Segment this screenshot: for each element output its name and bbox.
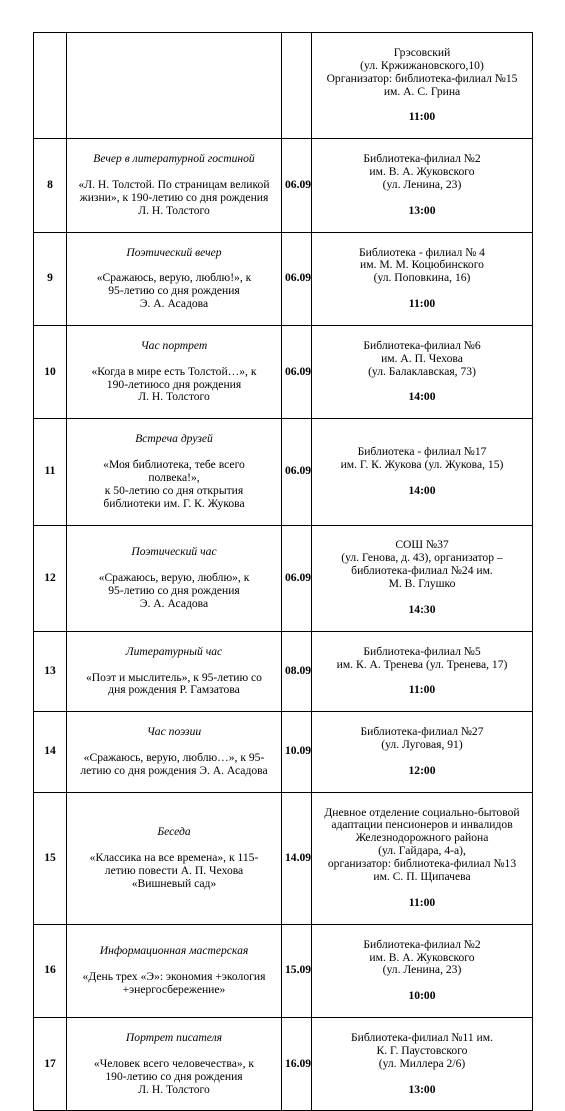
row-number (34, 33, 67, 139)
place-text: Библиотека-филиал №2 им. В. А. Жуковского (ул. Ленина, 23) (363, 152, 481, 191)
event-type: Час портрет (140, 338, 208, 352)
event-time: 11:00 (408, 895, 436, 909)
event-title: «Поэт и мыслитель», к 95-летию со дня рождения Р. Гамзатова (86, 670, 262, 697)
event-type: Информационная мастерская (99, 944, 249, 958)
event-place (312, 712, 533, 792)
event-date: 16.09 (282, 1018, 312, 1111)
event-type: Портрет писателя (125, 1030, 223, 1044)
row-number: 8 (34, 139, 67, 232)
event-description (67, 1018, 282, 1111)
event-type: Вечер в литературной гостиной (93, 152, 255, 166)
place-text: СОШ №37 (ул. Генова, д. 43), организатор – библиотека-филиал №24 им. М. В. Глушко (341, 538, 503, 591)
event-date: 06.09 (282, 139, 312, 232)
event-place (312, 631, 533, 711)
table-row (34, 525, 533, 631)
event-date: 06.09 (282, 525, 312, 631)
event-date: 06.09 (282, 232, 312, 325)
table-row (34, 1018, 533, 1111)
event-description (67, 712, 282, 792)
place-text: Библиотека-филиал №2 им. В. А. Жуковского (ул. Ленина, 23) (363, 937, 481, 977)
event-time: 14:00 (408, 483, 436, 497)
event-title: «День трех «Э»: экономия +экология +энергосбережение» (82, 969, 266, 996)
event-type: Час поэзии (146, 725, 202, 739)
event-time: 11:00 (408, 110, 436, 124)
row-number: 9 (34, 232, 67, 325)
event-description (67, 232, 282, 325)
event-description (67, 139, 282, 232)
row-number: 15 (34, 792, 67, 924)
event-title: «Классика на все времена», к 115- летию повести А. П. Чехова «Вишневый сад» (89, 850, 259, 890)
event-date: 10.09 (282, 712, 312, 792)
row-number: 12 (34, 525, 67, 631)
event-description (67, 631, 282, 711)
event-title: «Моя библиотека, тебе всего полвека!», к 50-летию со дня открытия библиотеки им. Г. К. Жукова (103, 458, 245, 510)
table-row (34, 712, 533, 792)
event-place (312, 33, 533, 139)
event-time: 13:00 (408, 203, 436, 217)
row-number: 14 (34, 712, 67, 792)
event-title: «Сражаюсь, верую, люблю…», к 95- летию со дня рождения Э. А. Асадова (80, 750, 268, 777)
event-place (312, 232, 533, 325)
event-place (312, 139, 533, 232)
place-text: Дневное отделение социально-бытовой адаптации пенсионеров и инвалидов Железнодорожного района (ул. Гайдара, 4-а), организатор: библиотека-филиал №13 им. С. П. Щипачева (324, 805, 520, 884)
event-date: 15.09 (282, 924, 312, 1017)
row-number: 13 (34, 631, 67, 711)
table-row (34, 33, 533, 139)
event-time: 14:00 (408, 390, 436, 404)
event-place (312, 419, 533, 525)
table-row (34, 232, 533, 325)
row-number: 16 (34, 924, 67, 1017)
place-text: Библиотека - филиал № 4 им. М. М. Коцюбинского (ул. Поповкина, 16) (359, 245, 485, 285)
event-time: 13:00 (408, 1082, 436, 1096)
event-description (67, 792, 282, 924)
event-place (312, 525, 533, 631)
table-row (34, 139, 533, 232)
place-text: Библиотека - филиал №17 им. Г. К. Жукова (ул. Жукова, 15) (340, 445, 504, 471)
place-text: Библиотека-филиал №5 им. К. А. Тренева (ул. Тренева, 17) (336, 644, 508, 671)
table-row (34, 325, 533, 418)
table-row (34, 924, 533, 1017)
row-number: 17 (34, 1018, 67, 1111)
event-time: 12:00 (408, 763, 436, 777)
event-title: «Л. Н. Толстой. По страницам великой жизни», к 190-летию со дня рождения Л. Н. Толстого (78, 177, 270, 217)
event-date: 14.09 (282, 792, 312, 924)
event-description (67, 33, 282, 139)
place-text: Библиотека-филиал №27 (ул. Луговая, 91) (360, 725, 484, 752)
event-title: «Человек всего человечества», к 190-летию со дня рождения Л. Н. Толстого (93, 1056, 255, 1096)
event-time: 10:00 (408, 989, 436, 1003)
event-type: Литературный час (125, 644, 223, 658)
table-row (34, 792, 533, 924)
event-type: Беседа (157, 824, 191, 838)
row-number: 10 (34, 325, 67, 418)
events-table-body (34, 33, 533, 1111)
event-description (67, 325, 282, 418)
event-title: «Сражаюсь, верую, люблю», к 95-летию со дня рождения Э. А. Асадова (98, 570, 250, 610)
place-text: Грэсовский (ул. Кржижановского,10) Организатор: библиотека-филиал №15 им. А. С. Грина (326, 45, 518, 98)
event-time: 11:00 (408, 683, 436, 697)
event-title: «Сражаюсь, верую, люблю!», к 95-летию со дня рождения Э. А. Асадова (96, 271, 252, 311)
event-type: Встреча друзей (135, 432, 213, 446)
events-table (33, 32, 533, 1111)
event-place (312, 1018, 533, 1111)
event-type: Поэтический час (131, 544, 217, 558)
event-time: 14:30 (408, 602, 436, 616)
event-type: Поэтический вечер (126, 245, 222, 259)
place-text: Библиотека-филиал №11 им. К. Г. Паустовского (ул. Миллера 2/6) (351, 1030, 493, 1070)
table-row (34, 419, 533, 525)
table-row (34, 631, 533, 711)
event-title: «Когда в мире есть Толстой…», к 190-летиюсо дня рождения Л. Н. Толстого (91, 364, 257, 404)
event-description (67, 924, 282, 1017)
event-place (312, 792, 533, 924)
place-text: Библиотека-филиал №6 им. А. П. Чехова (ул. Балаклавская, 73) (363, 338, 481, 378)
event-time: 11:00 (408, 297, 436, 311)
event-description (67, 525, 282, 631)
event-place (312, 924, 533, 1017)
event-date: 06.09 (282, 419, 312, 525)
row-number: 11 (34, 419, 67, 525)
event-place (312, 325, 533, 418)
event-date: 08.09 (282, 631, 312, 711)
event-date (282, 33, 312, 139)
event-description (67, 419, 282, 525)
event-date: 06.09 (282, 325, 312, 418)
